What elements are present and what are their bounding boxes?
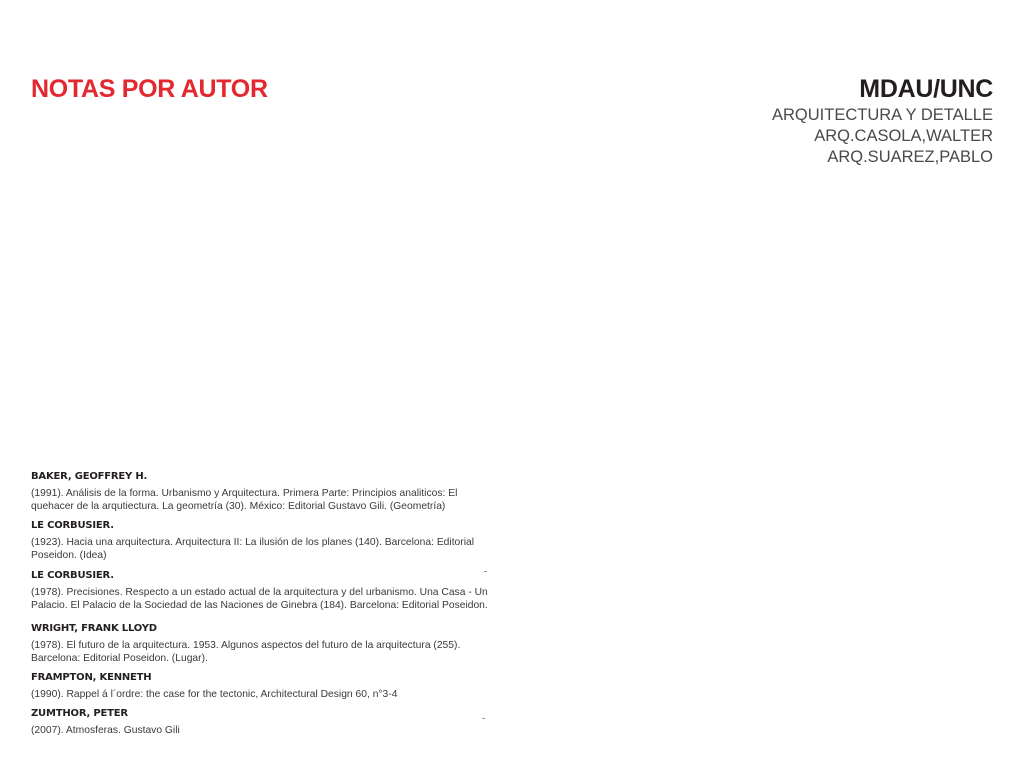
reference-citation: (1991). Análisis de la forma. Urbanismo y Arquitectura. Primera Parte: Principios analiticos: El quehacer de la arqutiectura. La geometría (30). México: Editorial Gustavo Gili. (Geometría): [31, 488, 458, 512]
reference-citation: (1990). Rappel á l´ordre: the case for the tectonic, Architectural Design 60, n°3-4: [31, 689, 398, 700]
reference-item: [31, 519, 491, 562]
professor-name-1: ARQ.CASOLA,WALTER: [814, 127, 993, 145]
scan-mark: [482, 718, 485, 719]
reference-author: ZUMTHOR, PETER: [31, 708, 128, 719]
reference-list: [31, 470, 491, 737]
professor-name-2: ARQ.SUAREZ,PABLO: [827, 148, 993, 166]
page-title: NOTAS POR AUTOR: [31, 75, 268, 103]
course-title: ARQUITECTURA Y DETALLE: [772, 106, 993, 124]
reference-author: BAKER, GEOFFREY H.: [31, 471, 148, 482]
reference-author: LE CORBUSIER.: [31, 520, 114, 531]
reference-citation: (2007). Atmosferas. Gustavo Gili: [31, 725, 180, 736]
brand-title: MDAU/UNC: [859, 75, 993, 103]
reference-citation: (1923). Hacia una arquitectura. Arquitectura II: La ilusión de los planes (140). Barcelona: Editorial Poseidon. (Idea): [31, 537, 475, 561]
reference-author: LE CORBUSIER.: [31, 570, 114, 581]
reference-item: [31, 470, 491, 513]
reference-author: WRIGHT, FRANK LLOYD: [31, 623, 157, 634]
reference-citation: (1978). El futuro de la arquitectura. 1953. Algunos aspectos del futuro de la arquitectura (255). Barcelona: Editorial Poseidon. (Lugar).: [31, 640, 461, 664]
scan-mark: [484, 571, 487, 572]
reference-citation: (1978). Precisiones. Respecto a un estado actual de la arquitectura y del urbanismo. Una Casa - Un Palacio. El Palacio de la Sociedad de las Naciones de Ginebra (184). Barcelona: Editorial Poseidon.: [31, 587, 488, 611]
reference-author: FRAMPTON, KENNETH: [31, 672, 152, 683]
reference-item: [31, 569, 491, 612]
reference-item: [31, 671, 491, 701]
header-block: [772, 75, 993, 168]
reference-item: [31, 707, 491, 737]
reference-item: [31, 622, 491, 665]
